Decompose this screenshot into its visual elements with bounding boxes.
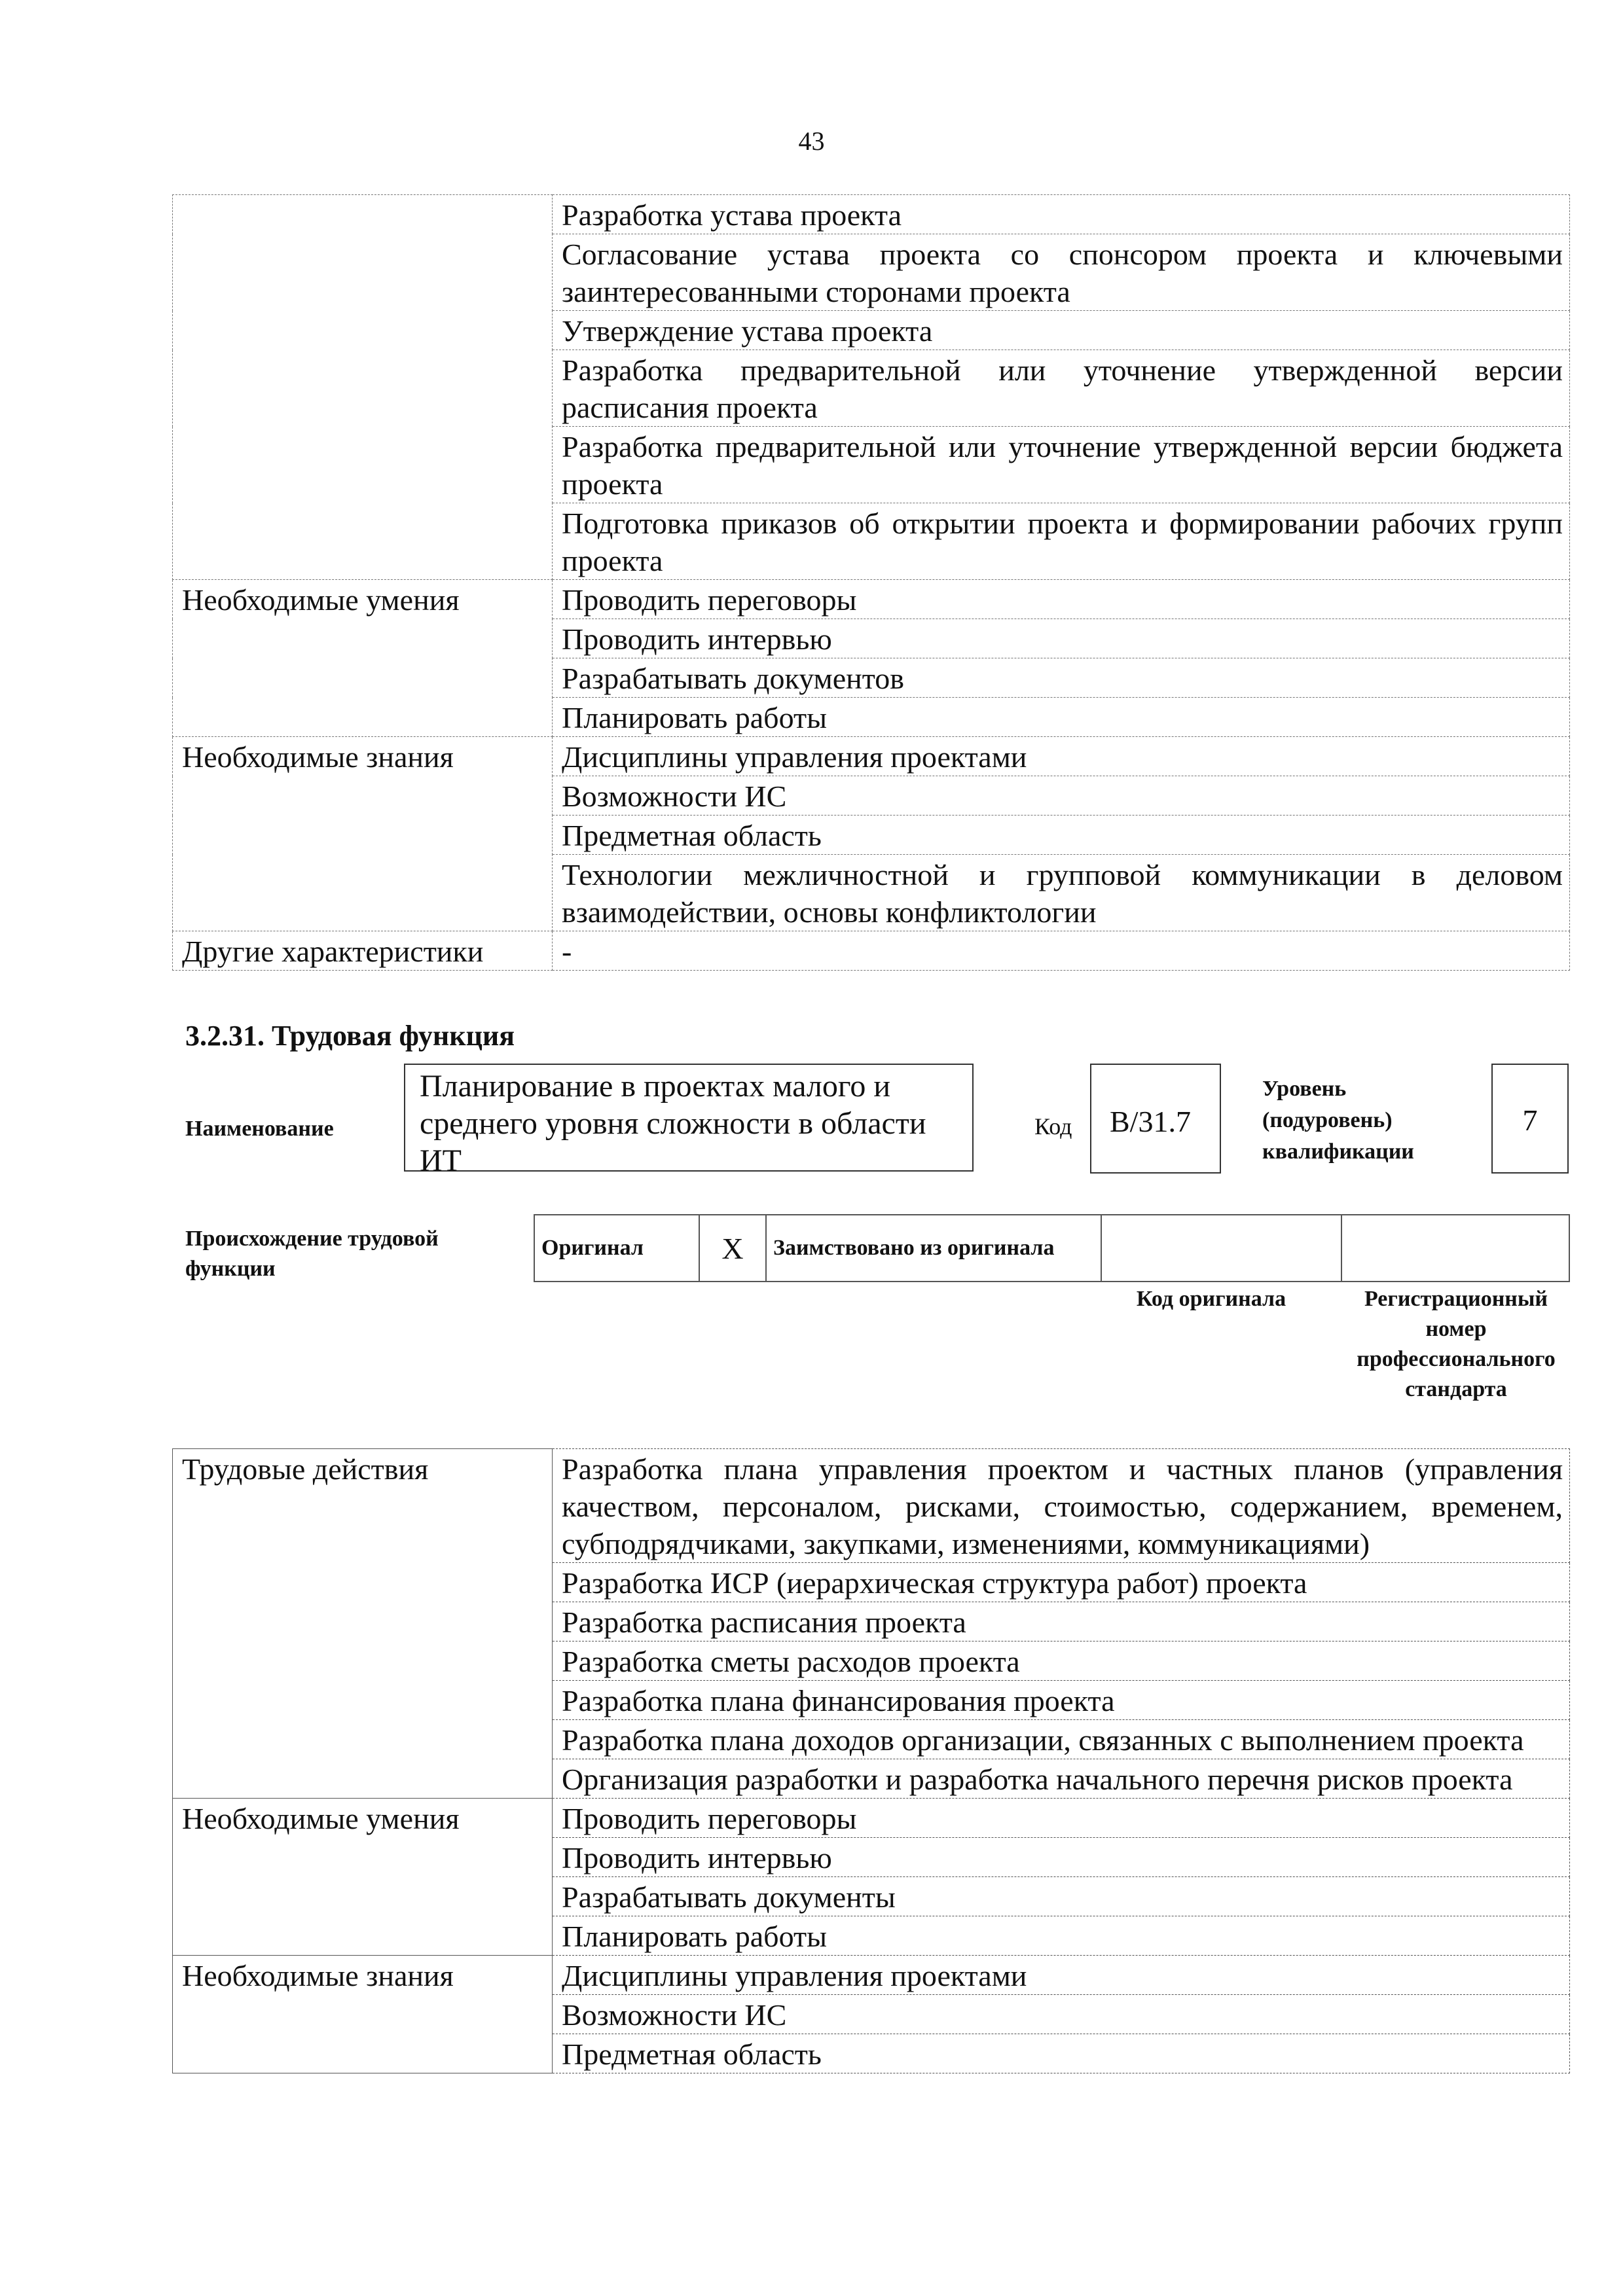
- origin-table: [534, 1214, 1570, 1282]
- table-row: [173, 931, 1570, 971]
- row-item: Разрабатывать документы: [553, 1877, 1570, 1916]
- origin-code-cell: [1101, 1215, 1341, 1282]
- level-label: Уровень (подуровень) квалификации: [1262, 1077, 1414, 1164]
- origin-label: Происхождение трудовой функции: [185, 1227, 439, 1281]
- row-item: -: [553, 931, 1570, 971]
- row-item: Разработка ИСР (иерархическая структура работ) проекта: [553, 1563, 1570, 1602]
- row-label: Необходимые знания: [173, 1956, 553, 2073]
- row-item: Разработка устава проекта: [553, 195, 1570, 234]
- row-item: Возможности ИС: [553, 776, 1570, 816]
- row-item: Проводить переговоры: [553, 1799, 1570, 1838]
- reg-number-label: Регистрационный номер профессионального стандарта: [1357, 1287, 1556, 1401]
- function-name-box: Планирование в проектах малого и среднего уровня сложности в области ИТ: [404, 1064, 974, 1172]
- row-item: Дисциплины управления проектами: [553, 1956, 1570, 1995]
- reg-number-cell: [1341, 1215, 1569, 1282]
- table-row: [173, 195, 1570, 234]
- row-item: Планировать работы: [553, 1916, 1570, 1956]
- row-item: Разработка расписания проекта: [553, 1602, 1570, 1641]
- page-number: 43: [798, 126, 825, 156]
- row-item: Планировать работы: [553, 698, 1570, 737]
- row-item: Разработка предварительной или уточнение утвержденной версии расписания проекта: [553, 350, 1570, 427]
- original-mark: X: [699, 1215, 766, 1282]
- row-label: Необходимые умения: [173, 580, 553, 737]
- row-item: Разработка сметы расходов проекта: [553, 1641, 1570, 1681]
- original-label: Оригинал: [534, 1215, 699, 1282]
- row-item: Проводить интервью: [553, 1838, 1570, 1877]
- row-item: Проводить переговоры: [553, 580, 1570, 619]
- row-label: Трудовые действия: [173, 1449, 553, 1799]
- section-title: 3.2.31. Трудовая функция: [185, 1020, 515, 1052]
- function-code-box: B/31.7: [1090, 1064, 1221, 1174]
- row-label: Необходимые умения: [173, 1799, 553, 1956]
- table-row: [173, 1449, 1570, 1563]
- row-item: Предметная область: [553, 2034, 1570, 2073]
- code-label: Код: [1034, 1113, 1072, 1139]
- row-label: [173, 195, 553, 580]
- row-item: Разрабатывать документов: [553, 658, 1570, 698]
- table-row: [173, 1799, 1570, 1838]
- table-row: [173, 1956, 1570, 1995]
- row-item: Проводить интервью: [553, 619, 1570, 658]
- row-item: Возможности ИС: [553, 1995, 1570, 2034]
- table-row: [173, 580, 1570, 619]
- name-label: Наименование: [185, 1117, 334, 1141]
- origin-code-label: Код оригинала: [1136, 1287, 1286, 1311]
- actions-table: [172, 1448, 1570, 2073]
- row-label: Другие характеристики: [173, 931, 553, 971]
- row-item: Согласование устава проекта со спонсором проекта и ключевыми заинтересованными сторонами проекта: [553, 234, 1570, 311]
- skills-table-continued: [172, 194, 1570, 971]
- row-item: Организация разработки и разработка начального перечня рисков проекта: [553, 1759, 1570, 1799]
- row-item: Разработка плана финансирования проекта: [553, 1681, 1570, 1720]
- row-item: Разработка плана управления проектом и частных планов (управления качеством, персоналом, рисками, стоимостью, содержанием, временем, субподрядчиками, закупками, изменениями, коммуникациями): [553, 1449, 1570, 1563]
- row-item: Технологии межличностной и групповой коммуникации в деловом взаимодействии, основы конфликтологии: [553, 855, 1570, 931]
- row-item: Дисциплины управления проектами: [553, 737, 1570, 776]
- row-label: Необходимые знания: [173, 737, 553, 931]
- row-item: Подготовка приказов об открытии проекта и формировании рабочих групп проекта: [553, 503, 1570, 580]
- row-item: Предметная область: [553, 816, 1570, 855]
- row-item: Утверждение устава проекта: [553, 311, 1570, 350]
- table-row: [173, 737, 1570, 776]
- borrowed-label: Заимствовано из оригинала: [766, 1215, 1101, 1282]
- row-item: Разработка плана доходов организации, связанных с выполнением проекта: [553, 1720, 1570, 1759]
- level-value-box: 7: [1491, 1064, 1569, 1174]
- row-item: Разработка предварительной или уточнение утвержденной версии бюджета проекта: [553, 427, 1570, 503]
